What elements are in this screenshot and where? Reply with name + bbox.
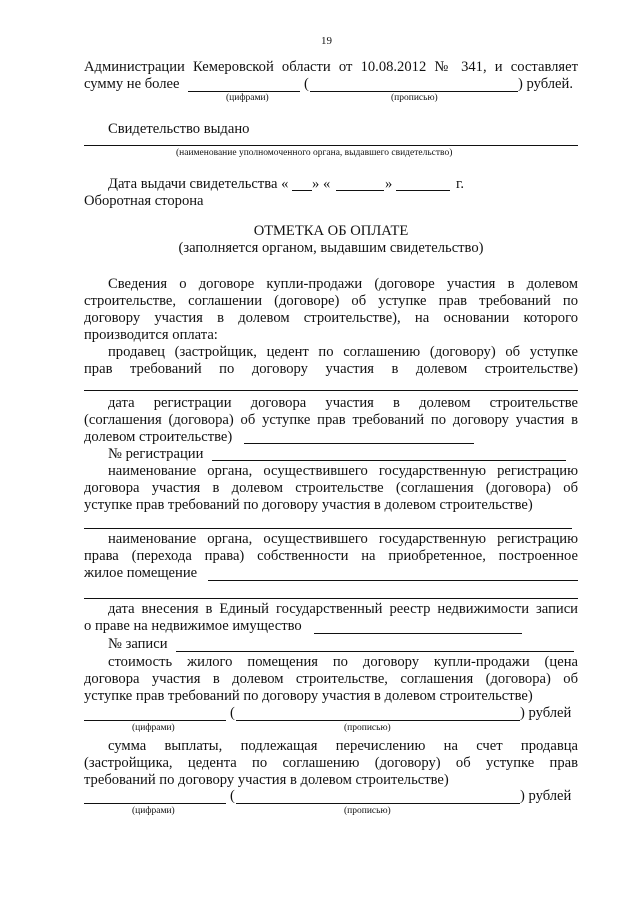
payout-digits-field[interactable] xyxy=(84,803,226,804)
seller-line: продавец (застройщик, цедент по соглашению (договору) об уступке xyxy=(108,344,578,360)
seller-field[interactable] xyxy=(84,390,578,391)
seller-line: прав требований по договору участия в долевом строительстве) xyxy=(84,361,578,377)
sum-digits-field[interactable] xyxy=(188,91,300,92)
sum-prefix: сумму не более xyxy=(84,76,180,92)
reverse-side-label: Оборотная сторона xyxy=(84,193,204,209)
info-line: производится оплата: xyxy=(84,327,218,343)
caption-digits: (цифрами) xyxy=(132,806,175,816)
cost-digits-field[interactable] xyxy=(84,720,226,721)
payout-line: сумма выплаты, подлежащая перечислению на счет продавца xyxy=(108,738,578,754)
reg-org-line: договора участия в долевом строительстве (соглашения (договора) об xyxy=(84,480,578,496)
info-line: строительстве, соглашении (договоре) об уступке прав требований по xyxy=(84,293,578,309)
paren-open: ( xyxy=(304,76,309,92)
payment-title: ОТМЕТКА ОБ ОПЛАТЕ xyxy=(253,223,409,239)
reg-org-field[interactable] xyxy=(84,528,572,529)
paren-close: ) рублей xyxy=(520,705,572,721)
reg-org-line: наименование органа, осуществившего государственную регистрацию xyxy=(108,463,578,479)
reg-date-field[interactable] xyxy=(244,443,474,444)
payout-words-field[interactable] xyxy=(236,803,520,804)
reg-date-line: дата регистрации договора участия в долевом строительстве xyxy=(108,395,578,411)
paren-close: ) рублей xyxy=(520,788,572,804)
issue-day-field[interactable] xyxy=(292,190,312,191)
paren-close: ) рублей. xyxy=(518,76,573,92)
certificate-issued-label: Свидетельство выдано xyxy=(108,121,250,137)
registry-line: о праве на недвижимое имущество xyxy=(84,618,302,634)
cost-line: стоимость жилого помещения по договору купли-продажи (цена xyxy=(108,654,578,670)
issuing-authority-field[interactable] xyxy=(84,145,578,146)
reg-date-line: долевом строительстве) xyxy=(84,429,233,445)
issue-month-field[interactable] xyxy=(336,190,384,191)
ownership-field-2[interactable] xyxy=(84,598,578,599)
caption-digits: (цифрами) xyxy=(132,723,175,733)
cost-words-field[interactable] xyxy=(236,720,520,721)
sum-words-field[interactable] xyxy=(310,91,518,92)
paren-open: ( xyxy=(230,705,235,721)
info-line: договору участия в долевом строительстве), на основании которого xyxy=(84,310,578,326)
page-number: 19 xyxy=(321,35,332,47)
ownership-line: жилое помещение xyxy=(84,565,198,581)
caption-words: (прописью) xyxy=(391,93,438,103)
reg-date-line: (соглашения (договора) об уступке прав требований по договору участия в xyxy=(84,412,578,428)
ownership-field-1[interactable] xyxy=(208,580,578,581)
registry-date-field[interactable] xyxy=(314,633,522,634)
reg-number-field[interactable] xyxy=(212,460,566,461)
date-sep-1: » « xyxy=(312,176,331,192)
paren-open: ( xyxy=(230,788,235,804)
payout-line: (застройщика, цедента по соглашению (договору) об уступке прав xyxy=(84,755,578,771)
issued-caption: (наименование уполномоченного органа, выдавшего свидетельство) xyxy=(176,148,453,158)
record-number-label: № записи xyxy=(108,636,168,652)
year-suffix: г. xyxy=(456,176,464,192)
cost-line: договора участия в долевом строительстве, соглашения (договора) об xyxy=(84,671,578,687)
record-number-field[interactable] xyxy=(176,651,574,652)
info-line: Сведения о договоре купли-продажи (договоре участия в долевом xyxy=(108,276,578,292)
caption-digits: (цифрами) xyxy=(226,93,269,103)
date-sep-2: » xyxy=(385,176,393,192)
intro-line: Администрации Кемеровской области от 10.08.2012 № 341, и составляет xyxy=(84,59,578,75)
issue-date-label: Дата выдачи свидетельства « xyxy=(108,176,289,192)
registry-line: дата внесения в Единый государственный реестр недвижимости записи xyxy=(108,601,578,617)
issue-year-field[interactable] xyxy=(396,190,450,191)
cost-line: уступке прав требований по договору участия в долевом строительстве) xyxy=(84,688,533,704)
caption-words: (прописью) xyxy=(344,806,391,816)
ownership-line: наименование органа, осуществившего государственную регистрацию xyxy=(108,531,578,547)
payment-subtitle: (заполняется органом, выдавшим свидетельство) xyxy=(178,240,484,256)
reg-org-line: уступке прав требований по договору участия в долевом строительстве) xyxy=(84,497,533,513)
payout-line: требований по договору участия в долевом строительстве) xyxy=(84,772,449,788)
reg-number-label: № регистрации xyxy=(108,446,204,462)
ownership-line: права (перехода права) собственности на приобретенное, построенное xyxy=(84,548,578,564)
caption-words: (прописью) xyxy=(344,723,391,733)
